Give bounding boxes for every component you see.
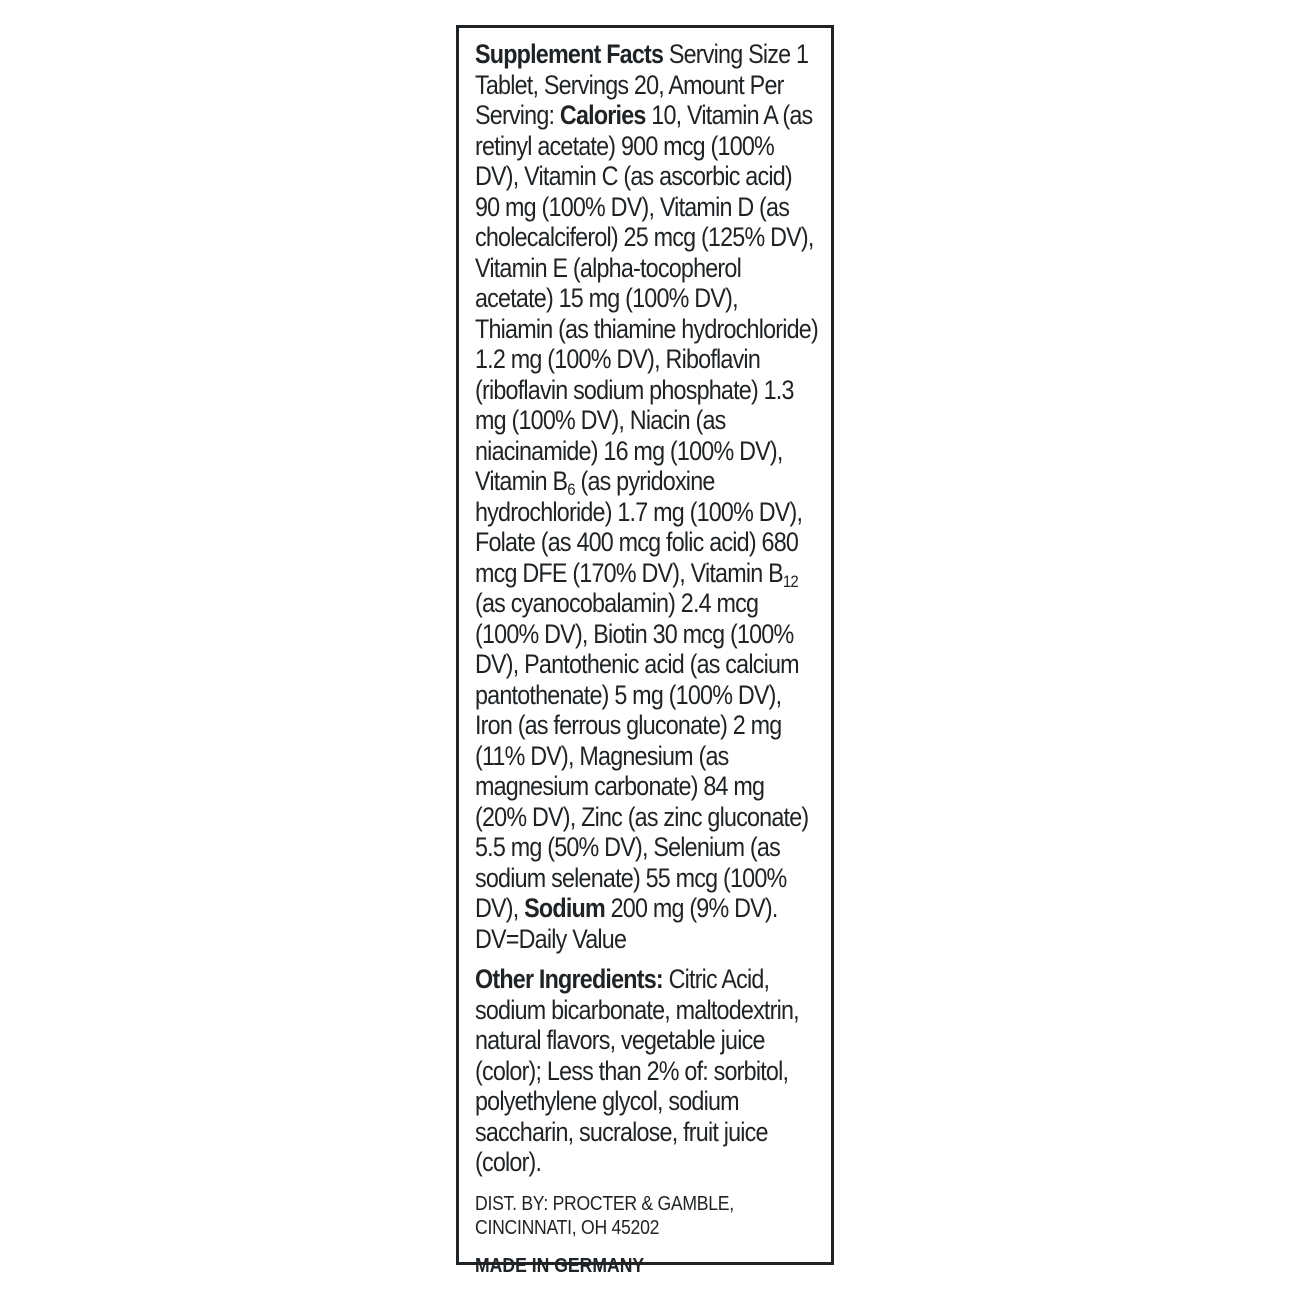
supplement-facts-heading: Supplement Facts	[475, 39, 664, 69]
distributor-line-2: CINCINNATI, OH 45202	[475, 1216, 660, 1239]
vitamin-b6-subscript: 6	[567, 480, 575, 499]
spacer	[475, 1178, 820, 1192]
label-content	[475, 39, 820, 1278]
supplement-label-panel	[456, 25, 834, 1277]
spacer	[475, 954, 820, 964]
other-ingredients-label: Other Ingredients:	[475, 964, 663, 994]
other-ingredients-paragraph	[475, 964, 820, 1178]
sodium-value: 200 mg (9% DV).	[604, 893, 778, 923]
calories-label: Calories	[559, 100, 646, 130]
supplement-facts-paragraph	[475, 39, 820, 954]
spacer	[475, 1240, 820, 1254]
other-ingredients-text: Citric Acid, sodium bicarbonate, maltodextrin, natural flavors, vegetable juice (color); Less than 2% of: sorbitol, polyethylene glycol, sodium saccharin, sucralose, fruit juice (color).	[475, 964, 799, 1177]
distributor-line-1: DIST. BY: PROCTER & GAMBLE,	[475, 1192, 734, 1215]
serving-info: Serving Size 1 Tablet, Servings 20, Amount Per Serving:	[475, 39, 809, 130]
nutrient-list-part-2: (as pyridoxine hydrochloride) 1.7 mg (100% DV), Folate (as 400 mcg folic acid) 680 mcg DFE (170% DV), Vitamin B	[475, 466, 803, 588]
vitamin-b12-subscript: 12	[782, 571, 798, 591]
country-of-origin: MADE IN GERMANY	[475, 1254, 645, 1277]
sodium-label: Sodium	[524, 893, 605, 923]
nutrient-list-part-1: 10, Vitamin A (as retinyl acetate) 900 mcg (100% DV), Vitamin C (as ascorbic acid) 90 mg (100% DV), Vitamin D (as cholecalciferol) 25 mcg (125% DV), Vitamin E (alpha-tocopherol acetate) 15 mg (100% DV), Thiamin (as thiamine hydrochloride) 1.2 mg (100% DV), Riboflavin (riboflavin sodium phosphate) 1.3 mg (100% DV), Niacin (as niacinamide) 16 mg (100% DV), Vitamin B	[475, 100, 818, 496]
nutrient-list-part-3: (as cyanocobalamin) 2.4 mcg (100% DV), Biotin 30 mcg (100% DV), Pantothenic acid (as calcium pantothenate) 5 mg (100% DV), Iron (as ferrous gluconate) 2 mg (11% DV), Magnesium (as magnesium carbonate) 84 mg (20% DV), Zinc (as zinc gluconate) 5.5 mg (50% DV), Selenium (as sodium selenate) 55 mcg (100% DV),	[475, 588, 809, 923]
daily-value-note: DV=Daily Value	[475, 923, 627, 954]
distributor-block	[475, 1192, 820, 1240]
